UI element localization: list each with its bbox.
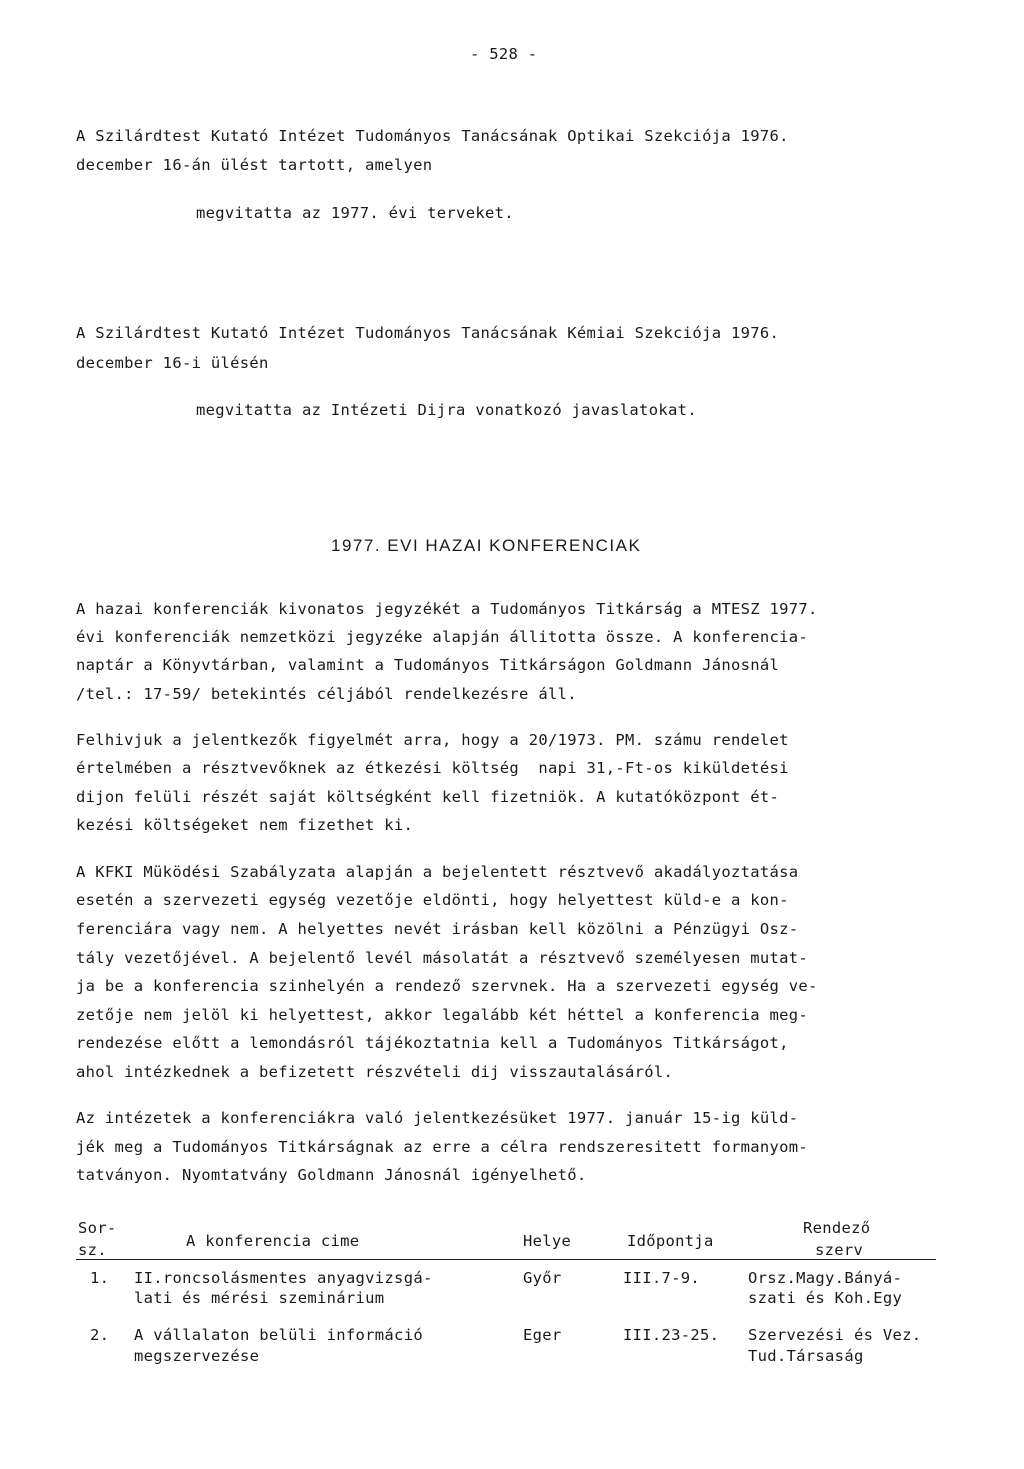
para2-line: Felhivjuk a jelentkezők figyelmét arra, hogy a 20/1973. PM. számu rendelet — [76, 731, 789, 749]
para3-line: zetője nem jelöl ki helyettest, akkor legalább két héttel a konferencia meg- — [76, 1006, 809, 1024]
para1-line: A hazai konferenciák kivonatos jegyzékét a Tudományos Titkárság a MTESZ 1977. — [76, 600, 818, 618]
para3-line: ja be a konferencia szinhelyén a rendező szervnek. Ha a szervezeti egység ve- — [76, 977, 818, 995]
section1-line1: A Szilárdtest Kutató Intézet Tudományos Tanácsának Optikai Szekciója 1976. — [76, 127, 789, 145]
row-organizer-line: Orsz.Magy.Bányá- — [748, 1269, 903, 1287]
para2-line: kezési költségeket nem fizethet ki. — [76, 816, 414, 834]
row-title-line: lati és mérési szeminárium — [134, 1289, 385, 1307]
row-organizer-line: Tud.Társaság — [748, 1347, 864, 1365]
col-header-place: Helye — [523, 1232, 572, 1250]
col-header-sorsz-top: Sor- — [78, 1219, 117, 1237]
row-date: III.23-25. — [623, 1326, 720, 1344]
col-header-sorsz-bottom: sz. — [78, 1241, 107, 1259]
section2-line1: A Szilárdtest Kutató Intézet Tudományos Tanácsának Kémiai Szekciója 1976. — [76, 324, 780, 342]
row-place: Győr — [523, 1269, 562, 1287]
para3-line: ferenciára vagy nem. A helyettes nevét irásban kell közölni a Pénzügyi Osz- — [76, 920, 799, 938]
col-header-organizer-top: Rendező — [803, 1219, 871, 1237]
para3-line: tály vezetőjével. A bejelentő levél másolatát a résztvevő személyesen mutat- — [76, 949, 809, 967]
row-number: 1. — [90, 1269, 110, 1287]
para4-line: jék meg a Tudományos Titkárságnak az erre a célra rendszeresitett formanyom- — [76, 1138, 809, 1156]
para2-line: dijon felüli részét saját költségként kell fizetniök. A kutatóközpont ét- — [76, 788, 780, 806]
row-title-line: megszervezése — [134, 1347, 260, 1365]
row-organizer-line: Szervezési és Vez. — [748, 1326, 922, 1344]
row-number: 2. — [90, 1326, 110, 1344]
para3-line: rendezése előtt a lemondásról tájékoztatnia kell a Tudományos Titkárságot, — [76, 1034, 789, 1052]
section2-line2: december 16-i ülésén — [76, 354, 269, 372]
section-heading: 1977. EVI HAZAI KONFERENCIAK — [331, 536, 642, 555]
para1-line: naptár a Könyvtárban, valamint a Tudományos Titkárságon Goldmann Jánosnál — [76, 656, 780, 674]
row-organizer-line: szati és Koh.Egy — [748, 1289, 903, 1307]
para3-line: ahol intézkednek a befizetett részvételi dij visszautalásáról. — [76, 1063, 674, 1081]
para1-line: /tel.: 17-59/ betekintés céljából rendelkezésre áll. — [76, 685, 577, 703]
col-header-date: Időpontja — [627, 1232, 714, 1250]
para3-line: esetén a szervezeti egység vezetője eldönti, hogy helyettest küld-e a kon- — [76, 891, 789, 909]
para4-line: tatványon. Nyomtatvány Goldmann Jánosnál igényelhető. — [76, 1166, 587, 1184]
para1-line: évi konferenciák nemzetközi jegyzéke alapján állitotta össze. A konferencia- — [76, 628, 809, 646]
section1-line2: december 16-án ülést tartott, amelyen — [76, 156, 433, 174]
section1-line3: megvitatta az 1977. évi terveket. — [196, 204, 514, 222]
col-header-organizer-bottom: szerv — [815, 1241, 864, 1259]
row-date: III.7-9. — [623, 1269, 701, 1287]
row-title-line: II.roncsolásmentes anyagvizsgá- — [134, 1269, 433, 1287]
para3-line: A KFKI Müködési Szabályzata alapján a bejelentett résztvevő akadályoztatása — [76, 863, 799, 881]
para2-line: értelmében a résztvevőknek az étkezési költség napi 31,-Ft-os kiküldetési — [76, 759, 789, 777]
para4-line: Az intézetek a konferenciákra való jelentkezésüket 1977. január 15-ig küld- — [76, 1109, 799, 1127]
page-number: - 528 - — [470, 45, 538, 63]
col-header-title: A konferencia cime — [186, 1232, 360, 1250]
section2-line3: megvitatta az Intézeti Dijra vonatkozó javaslatokat. — [196, 401, 697, 419]
row-place: Eger — [523, 1326, 562, 1344]
row-title-line: A vállalaton belüli információ — [134, 1326, 423, 1344]
header-underline — [76, 1259, 936, 1260]
